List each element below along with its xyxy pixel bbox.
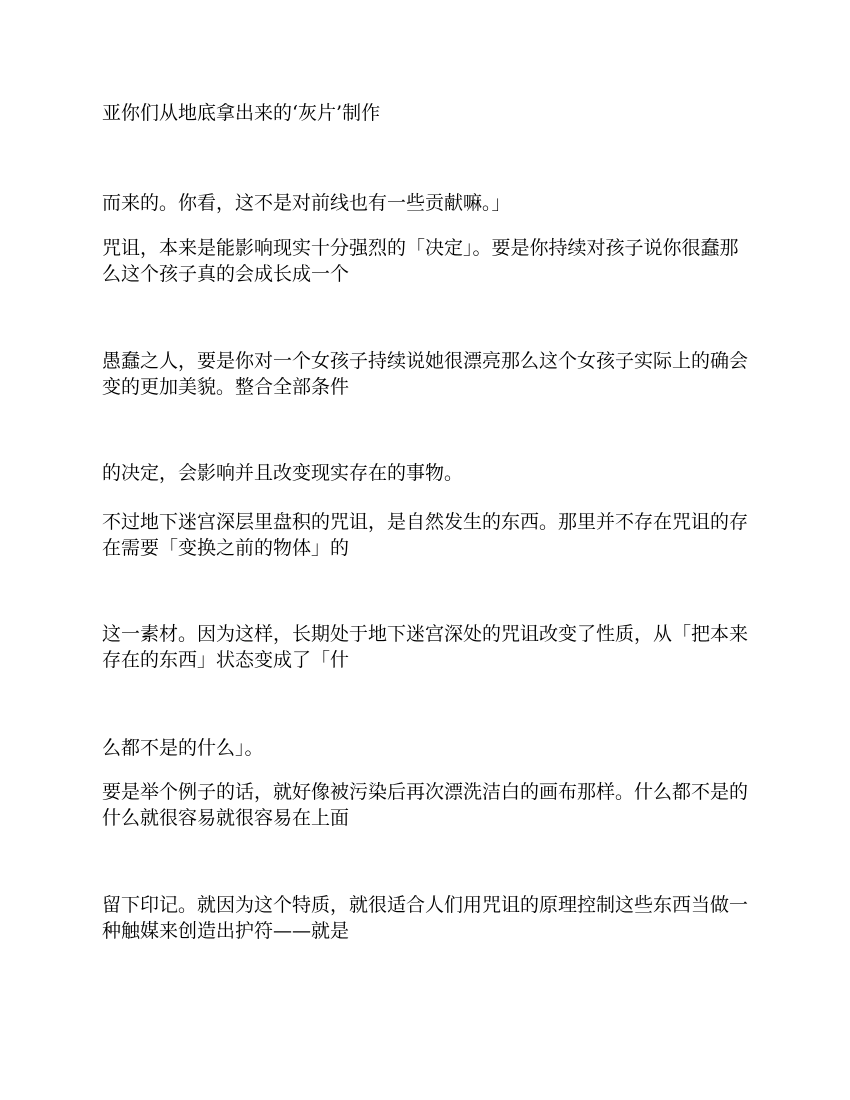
paragraph-6: 不过地下迷宫深层里盘积的咒诅，是自然发生的东西。那里并不存在咒诅的存在需要「变换之前的物体」的: [102, 511, 749, 559]
paragraph-8: 么都不是的什么」。: [102, 737, 264, 759]
paragraph-4: 愚蠢之人，要是你对一个女孩子持续说她很漂亮那么这个女孩子实际上的确会变的更加美貌。整合全部条件: [102, 350, 749, 398]
paragraph-5: 的决定，会影响并且改变现实存在的事物。: [102, 462, 464, 484]
paragraph-1: 亚你们从地底拿出来的‘灰片’制作: [102, 102, 381, 124]
paragraph-7: 这一素材。因为这样，长期处于地下迷宫深处的咒诅改变了性质，从「把本来存在的东西」状态变成了「什: [102, 623, 749, 671]
paragraph-9: 要是举个例子的话，就好像被污染后再次漂洗洁白的画布那样。什么都不是的什么就很容易就很容易在上面: [102, 781, 749, 829]
paragraph-2: 而来的。你看，这不是对前线也有一些贡献嘛。」: [102, 192, 511, 214]
paragraph-10: 留下印记。就因为这个特质，就很适合人们用咒诅的原理控制这些东西当做一种触媒来创造出护符——就是: [102, 894, 749, 942]
paragraph-3: 咒诅，本来是能影响现实十分强烈的「决定」。要是你持续对孩子说你很蠢那么这个孩子真的会成长成一个: [102, 237, 739, 285]
